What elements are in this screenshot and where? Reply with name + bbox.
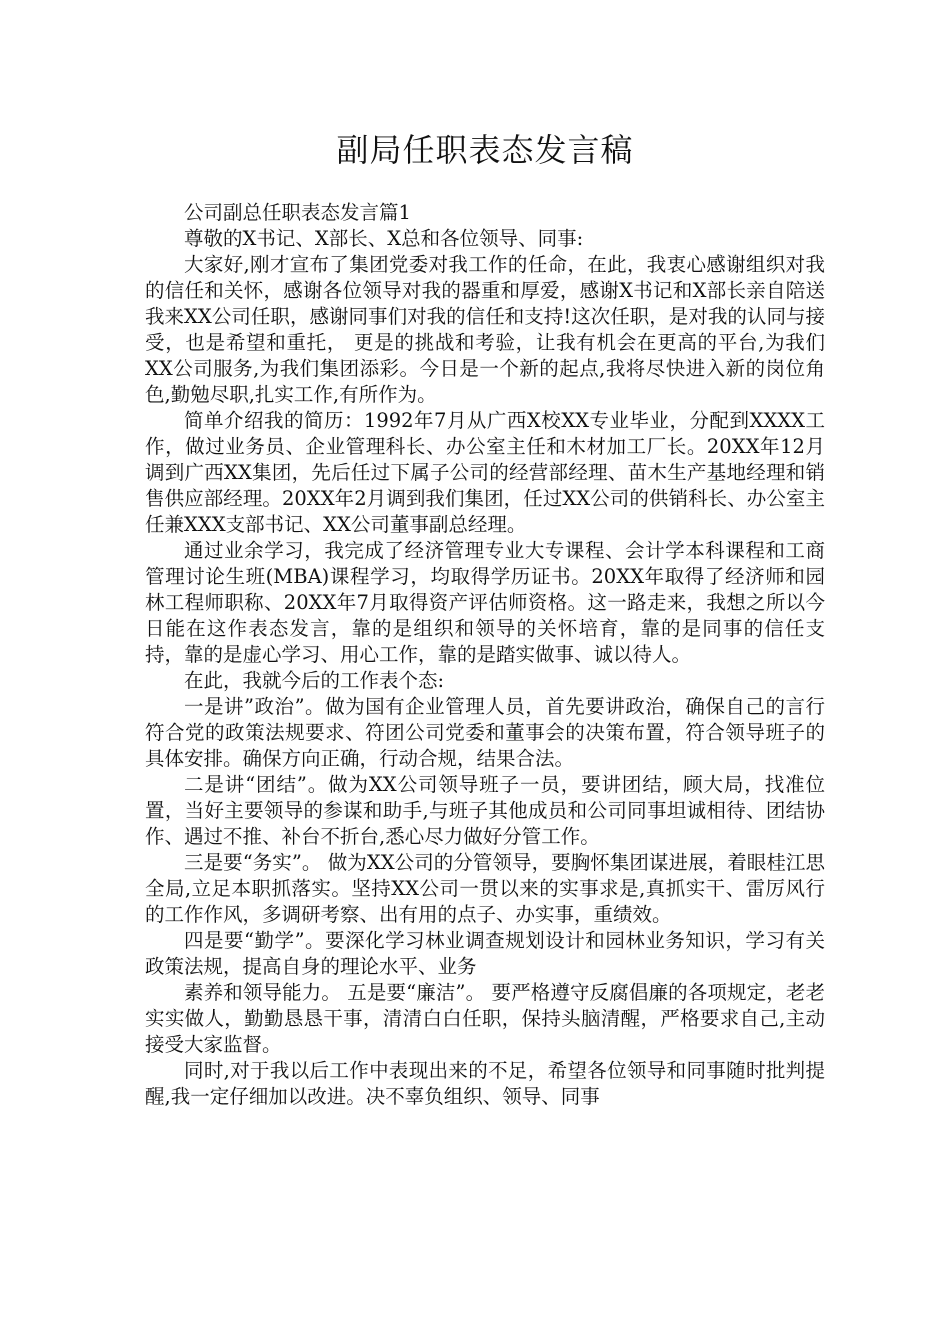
section-heading: 公司副总任职表态发言篇1 (184, 201, 411, 224)
paragraph-greeting: 大家好,刚才宣布了集团党委对我工作的任命，在此，我衷心感谢组织对我的信任和关怀，感谢各位领导对我的器重和厚爱，感谢X书记和X部长亲自陪送我来XX公司任职，感谢同事们对我的信任和支持!这次任职，是对我的认同与接受，也是希望和重托， 更是的挑战和考验，让我有机会在更高的平台,为我们XX公司服务,为我们集团添彩。今日是一个新的起点,我将尽快进入新的岗位角色,勤勉尽职,扎实工作,有所作为。 (145, 253, 825, 406)
paragraph-resume: 简单介绍我的简历：1992年7月从广西X校XX专业毕业，分配到XXXX工作，做过业务员、企业管理科长、办公室主任和木材加工厂长。20XX年12月调到广西XX集团，先后任过下属子公司的经营部经理、苗木生产基地经理和销售供应部经理。20XX年2月调到我们集团，任过XX公司的供销科长、办公室主任兼XXX支部书记、XX公司董事副总经理。 (145, 409, 825, 536)
paragraph-politics: 一是讲”政治”。做为国有企业管理人员，首先要讲政治，确保自己的言行符合党的政策法规要求、符团公司党委和董事会的决策布置，符合领导班子的具体安排。确保方向正确，行动合规，结果合法。 (145, 695, 825, 770)
paragraph-unity: 二是讲“团结”。做为XX公司领导班子一员，要讲团结，顾大局，找准位置，当好主要领导的参谋和助手,与班子其他成员和公司同事坦诚相待、团结协作、遇过不推、补台不折台,悉心尽力做好分管工作。 (145, 773, 825, 848)
paragraph-integrity: 素养和领导能力。 五是要“廉洁”。 要严格遵守反腐倡廉的各项规定，老老实实做人，勤勤恳恳干事，清清白白任职，保持头脑清醒，严格要求自己,主动接受大家监督。 (145, 981, 825, 1056)
paragraph-pragmatism: 三是要“务实”。 做为XX公司的分管领导，要胸怀集团谋进展，着眼桂江思全局,立足本职抓落实。坚持XX公司一贯以来的实事求是,真抓实干、雷厉风行的工作作风，多调研考察、出有用的点子、办实事，重绩效。 (145, 851, 825, 926)
paragraph-closing: 同时,对于我以后工作中表现出来的不足，希望各位领导和同事随时批判提醒,我一定仔细加以改进。决不辜负组织、领导、同事 (145, 1059, 825, 1108)
document-page (145, 128, 825, 1110)
paragraph-education: 通过业余学习，我完成了经济管理专业大专课程、会计学本科课程和工商管理讨论生班(MBA)课程学习，均取得学历证书。20XX年取得了经济师和园林工程师职称、20XX年7月取得资产评估师资格。这一路走来，我想之所以今日能在这作表态发言，靠的是组织和领导的关怀培育，靠的是同事的信任支持，靠的是虚心学习、用心工作，靠的是踏实做事、诚以待人。 (145, 539, 825, 666)
document-title: 副局任职表态发言稿 (336, 131, 634, 169)
paragraph-study: 四是要“勤学”。要深化学习林业调查规划设计和园林业务知识，学习有关政策法规，提高自身的理论水平、业务 (145, 929, 825, 978)
salutation: 尊敬的X书记、X部长、X总和各位领导、同事: (184, 227, 584, 250)
paragraph-pledge-intro: 在此，我就今后的工作表个态: (184, 669, 445, 692)
